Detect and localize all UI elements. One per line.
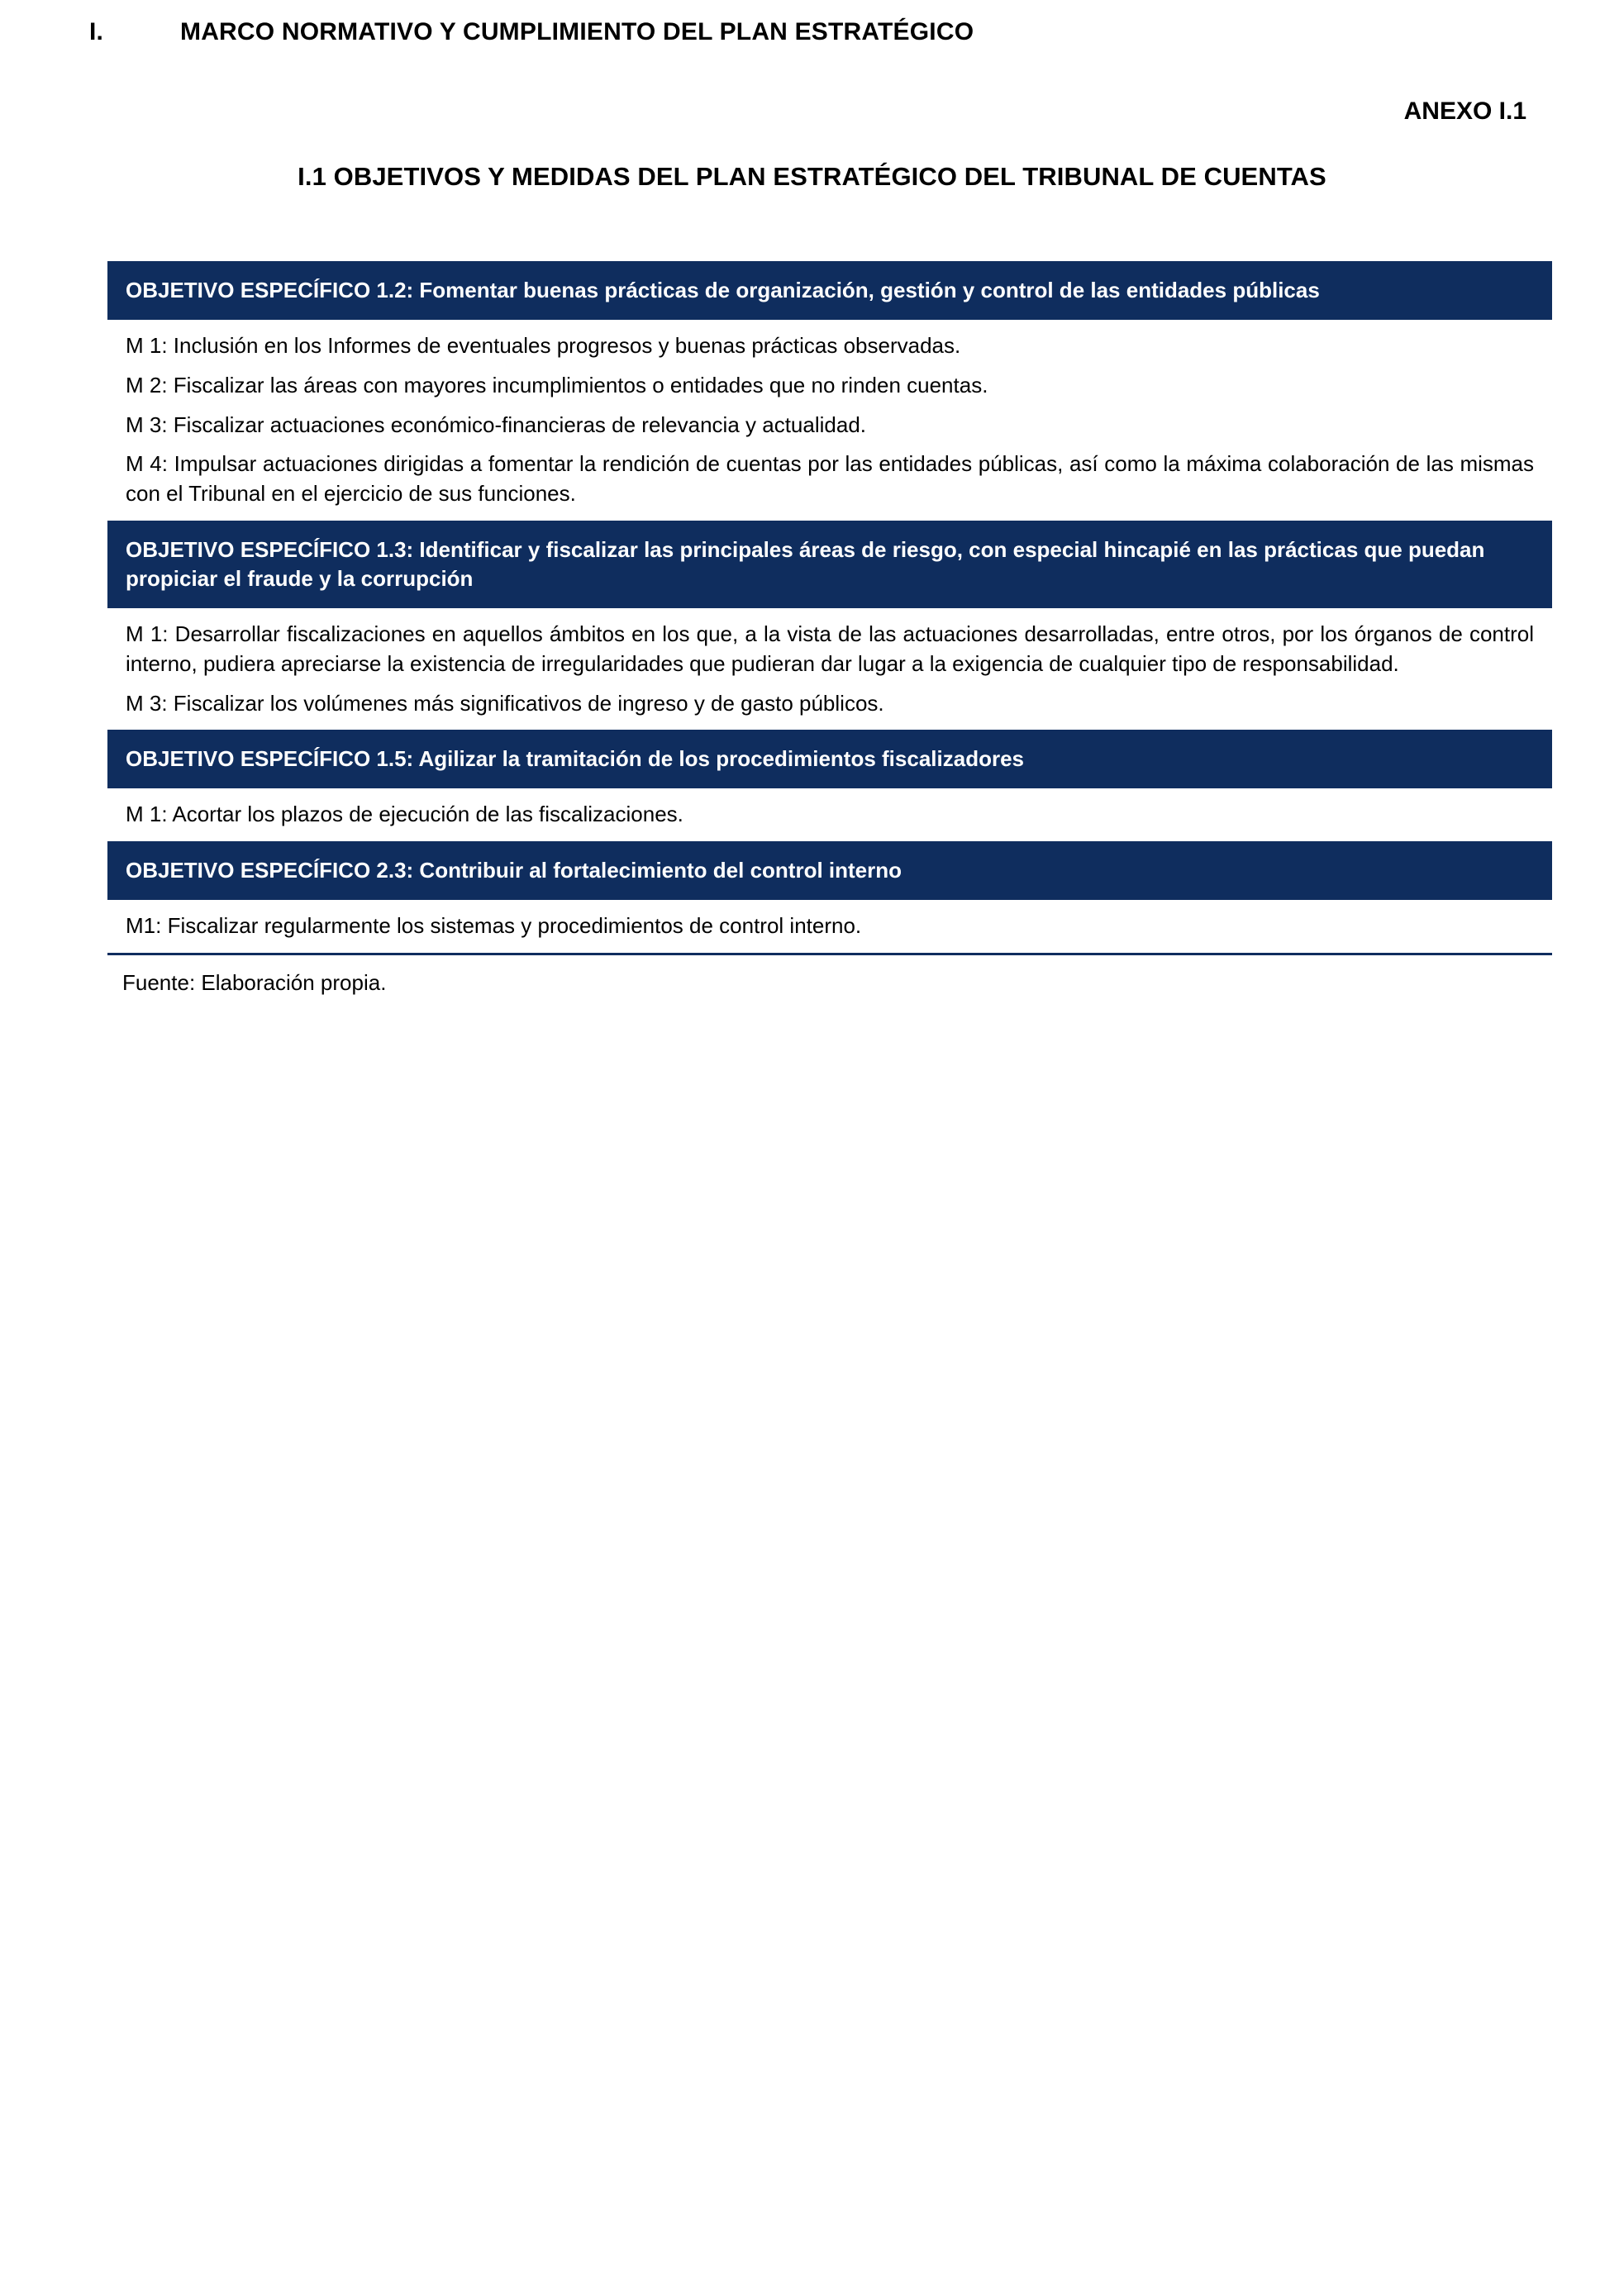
objective-block bbox=[107, 261, 1552, 521]
table-bottom-rule bbox=[107, 953, 1552, 955]
objective-header: OBJETIVO ESPECÍFICO 1.3: Identificar y fiscalizar las principales áreas de riesgo, con especial hincapié en las prácticas que puedan propiciar el fraude y la corrupción bbox=[107, 521, 1552, 608]
chapter-title: MARCO NORMATIVO Y CUMPLIMIENTO DEL PLAN ESTRATÉGICO bbox=[180, 18, 974, 45]
objective-header: OBJETIVO ESPECÍFICO 2.3: Contribuir al fortalecimiento del control interno bbox=[107, 841, 1552, 900]
measure-list bbox=[107, 608, 1552, 731]
measure-list bbox=[107, 320, 1552, 521]
objective-header: OBJETIVO ESPECÍFICO 1.5: Agilizar la tramitación de los procedimientos fiscalizadores bbox=[107, 730, 1552, 788]
objectives-table bbox=[107, 261, 1552, 953]
measure-item: M1: Fiscalizar regularmente los sistemas y procedimientos de control interno. bbox=[126, 913, 862, 939]
measure-item: M 3: Fiscalizar los volúmenes más significativos de ingreso y de gasto públicos. bbox=[126, 690, 884, 716]
measure-list bbox=[107, 900, 1552, 953]
measure-item: M 1: Inclusión en los Informes de eventuales progresos y buenas prácticas observadas. bbox=[126, 332, 961, 358]
objective-header: OBJETIVO ESPECÍFICO 1.2: Fomentar buenas prácticas de organización, gestión y control de las entidades públicas bbox=[107, 261, 1552, 320]
measure-item: M 1: Desarrollar fiscalizaciones en aquellos ámbitos en los que, a la vista de las actuaciones desarrolladas, entre otros, por los órganos de control interno, pudiera apreciarse la existencia de irregularidades que pudieran dar lugar a la exigencia de cualquier tipo de responsabilidad. bbox=[126, 621, 1534, 676]
objective-block bbox=[107, 521, 1552, 730]
measure-item: M 3: Fiscalizar actuaciones económico-financieras de relevancia y actualidad. bbox=[126, 412, 866, 437]
annex-label: ANEXO I.1 bbox=[1403, 98, 1526, 125]
objective-block bbox=[107, 730, 1552, 841]
measure-item: M 4: Impulsar actuaciones dirigidas a fomentar la rendición de cuentas por las entidades públicas, así como la máxima colaboración de las mismas con el Tribunal en el ejercicio de sus funciones. bbox=[126, 451, 1534, 507]
chapter-number: I. bbox=[89, 18, 104, 45]
measure-item: M 1: Acortar los plazos de ejecución de las fiscalizaciones. bbox=[126, 802, 683, 827]
objective-block bbox=[107, 841, 1552, 953]
measure-item: M 2: Fiscalizar las áreas con mayores incumplimientos o entidades que no rinden cuentas. bbox=[126, 372, 988, 397]
measure-list bbox=[107, 788, 1552, 841]
chapter-heading bbox=[89, 18, 1535, 46]
page-title: I.1 OBJETIVOS Y MEDIDAS DEL PLAN ESTRATÉGICO DEL TRIBUNAL DE CUENTAS bbox=[298, 162, 1326, 191]
source-note: Fuente: Elaboración propia. bbox=[122, 969, 387, 995]
